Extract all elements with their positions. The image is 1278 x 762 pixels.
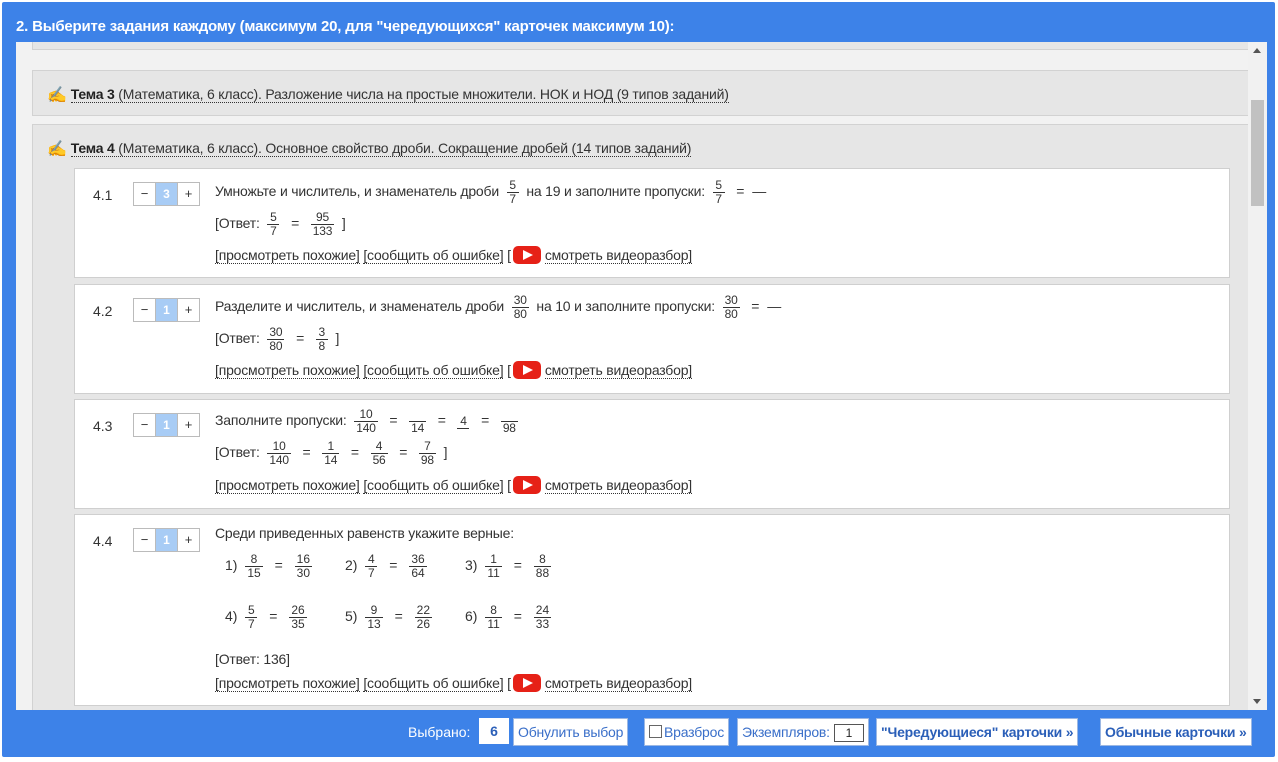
task-card-4-3 <box>74 399 1230 509</box>
question-text: Умножьте и числитель, и знаменатель дроби <box>215 183 499 200</box>
topic-label: Тема 3 <box>70 86 115 102</box>
bracket-open: [ <box>507 477 511 493</box>
equality-item-3: 3) $\frac{1}{11}$ = $\frac{8}{88}$ <box>465 552 550 580</box>
fraction: $\frac{10}{140}$ <box>269 439 289 467</box>
task-answer <box>215 326 339 353</box>
watch-video-link[interactable]: смотреть видеоразбор] <box>544 247 692 263</box>
question-text: Разделите и числитель, и знаменатель дроби <box>215 298 505 315</box>
copies-label: Экземпляров: <box>742 724 830 740</box>
scrollbar-thumb[interactable] <box>1251 100 1264 206</box>
increment-button[interactable]: + <box>184 417 193 432</box>
quantity-value: 3 <box>155 183 178 205</box>
youtube-play-icon[interactable] <box>513 476 541 494</box>
topic-description: (Математика, 6 класс). Разложение числа на простые множители. НОК и НОД (9 типов заданий) <box>118 86 729 102</box>
view-similar-link[interactable]: [просмотреть похожие] <box>215 362 360 378</box>
view-similar-link[interactable]: [просмотреть похожие] <box>215 477 360 493</box>
quantity-stepper <box>133 413 200 437</box>
equals-sign: = <box>350 444 359 461</box>
fraction: $\frac{10}{140}$ <box>356 407 376 435</box>
selected-count: 6 <box>479 718 509 744</box>
question-text-2: на 19 и заполните пропуски: <box>526 183 705 200</box>
topic-box-3[interactable] <box>32 70 1248 116</box>
watch-video-link[interactable]: смотреть видеоразбор] <box>544 675 692 691</box>
youtube-play-icon[interactable] <box>513 674 541 692</box>
watch-video-link[interactable]: смотреть видеоразбор] <box>544 477 692 493</box>
quantity-stepper <box>133 528 200 552</box>
view-similar-link[interactable]: [просмотреть похожие] <box>215 675 360 691</box>
topics-content <box>16 42 1248 710</box>
fraction: $\frac{5}{7}$ <box>507 179 519 206</box>
fraction-blank: 4 <box>457 415 469 429</box>
vertical-scrollbar[interactable] <box>1248 42 1267 710</box>
topic-label: Тема 4 <box>70 140 115 156</box>
task-links <box>215 674 692 692</box>
youtube-play-icon[interactable] <box>513 361 541 379</box>
equality-item-5: 5) $\frac{9}{13}$ = $\frac{22}{26}$ <box>345 603 431 631</box>
reset-selection-button[interactable]: Обнулить выбор <box>513 718 628 746</box>
equals-sign: = <box>481 412 490 429</box>
topic-header-4[interactable] <box>47 139 691 159</box>
quantity-value: 1 <box>155 414 178 436</box>
quantity-stepper <box>133 182 200 206</box>
copies-control <box>737 718 869 746</box>
fraction-blank: 98 <box>501 408 518 435</box>
task-card-4-2 <box>74 284 1230 394</box>
equals-sign: = <box>399 444 408 461</box>
bracket-open: [ <box>507 247 511 263</box>
task-answer <box>215 211 346 238</box>
question-text-2: на 10 и заполните пропуски: <box>536 298 715 315</box>
fraction: $\frac{7}{98}$ <box>420 439 434 467</box>
equality-item-1: 1) $\frac{8}{15}$ = $\frac{16}{30}$ <box>225 552 311 580</box>
equals-sign: = <box>437 412 446 429</box>
task-question <box>215 294 785 321</box>
task-card-4-4 <box>74 514 1230 706</box>
task-answer: [Ответ: 136] <box>215 651 290 667</box>
youtube-play-icon[interactable] <box>513 246 541 264</box>
fraction-blank: 14 <box>409 408 426 435</box>
copies-input[interactable]: 1 <box>834 724 864 742</box>
increment-button[interactable]: + <box>184 186 193 201</box>
equals-sign: = <box>389 412 398 429</box>
answer-label: [Ответ: <box>215 444 260 461</box>
topic-header-3[interactable] <box>47 85 729 105</box>
section-title: 2. Выберите задания каждому (максимум 20, для "чередующихся" карточек максимум 10): <box>16 18 675 35</box>
shuffle-toggle[interactable] <box>644 718 729 746</box>
scroll-down-arrow-icon[interactable] <box>1253 699 1261 704</box>
fraction: $\frac{1}{14}$ <box>324 439 338 467</box>
task-answer <box>215 440 447 467</box>
fraction: $\frac{30}{80}$ <box>724 293 738 321</box>
task-links <box>215 476 692 494</box>
regular-cards-button[interactable]: Обычные карточки » <box>1100 718 1252 746</box>
topic-box-previous <box>32 42 1248 50</box>
watch-video-link[interactable]: смотреть видеоразбор] <box>544 362 692 378</box>
selection-panel <box>2 2 1275 757</box>
decrement-button[interactable]: − <box>140 186 149 201</box>
task-links <box>215 246 692 264</box>
increment-button[interactable]: + <box>184 532 193 547</box>
question-text: Заполните пропуски: <box>215 412 347 429</box>
task-links <box>215 361 692 379</box>
report-error-link[interactable]: [сообщить об ошибке] <box>363 675 504 691</box>
shuffle-checkbox[interactable] <box>649 725 662 738</box>
fraction: $\frac{3}{8}$ <box>316 326 328 353</box>
answer-close: ] <box>443 444 448 461</box>
equality-item-2: 2) $\frac{4}{7}$ = $\frac{36}{64}$ <box>345 552 425 580</box>
fraction: $\frac{30}{80}$ <box>269 325 283 353</box>
task-card-4-1 <box>74 168 1230 278</box>
equals-sign: = <box>291 215 300 232</box>
bracket-open: [ <box>507 362 511 378</box>
fraction: $\frac{30}{80}$ <box>513 293 527 321</box>
equality-item-6: 6) $\frac{8}{11}$ = $\frac{24}{33}$ <box>465 603 550 631</box>
pencil-icon: ✍ <box>47 87 67 104</box>
increment-button[interactable]: + <box>184 302 193 317</box>
blank-dash: — <box>767 298 782 315</box>
task-number: 4.3 <box>93 418 113 434</box>
quantity-value: 1 <box>155 529 178 551</box>
task-question: Среди приведенных равенств укажите верные: <box>215 525 514 541</box>
decrement-button[interactable]: − <box>140 417 149 432</box>
footer-toolbar <box>2 715 1275 751</box>
decrement-button[interactable]: − <box>140 302 149 317</box>
topics-scroll-area <box>16 42 1267 710</box>
task-question <box>215 408 522 435</box>
selected-label: Выбрано: <box>408 724 471 740</box>
equals-sign: = <box>736 183 745 200</box>
answer-close: ] <box>335 330 340 347</box>
scroll-up-arrow-icon[interactable] <box>1253 48 1261 53</box>
task-question <box>215 179 770 206</box>
blank-dash: — <box>752 183 767 200</box>
task-number: 4.2 <box>93 303 113 319</box>
task-number: 4.4 <box>93 533 113 549</box>
answer-label: [Ответ: <box>215 330 260 347</box>
report-error-link[interactable]: [сообщить об ошибке] <box>363 247 504 263</box>
equals-sign: = <box>296 330 305 347</box>
topic-description: (Математика, 6 класс). Основное свойство дроби. Сокращение дробей (14 типов заданий) <box>118 140 692 156</box>
report-error-link[interactable]: [сообщить об ошибке] <box>363 362 504 378</box>
fraction: $\frac{5}{7}$ <box>267 211 279 238</box>
equals-sign: = <box>302 444 311 461</box>
report-error-link[interactable]: [сообщить об ошибке] <box>363 477 504 493</box>
equality-item-4: 4) $\frac{5}{7}$ = $\frac{26}{35}$ <box>225 603 305 631</box>
shuffle-label: Вразброс <box>664 724 725 740</box>
task-number: 4.1 <box>93 187 113 203</box>
decrement-button[interactable]: − <box>140 532 149 547</box>
answer-label: [Ответ: <box>215 215 260 232</box>
bracket-open: [ <box>507 675 511 691</box>
alternating-cards-button[interactable]: "Чередующиеся" карточки » <box>876 718 1078 746</box>
quantity-value: 1 <box>155 299 178 321</box>
fraction: $\frac{5}{7}$ <box>713 179 725 206</box>
fraction: $\frac{4}{56}$ <box>372 439 386 467</box>
fraction: $\frac{95}{133}$ <box>312 210 333 238</box>
answer-close: ] <box>341 215 346 232</box>
equals-sign: = <box>751 298 760 315</box>
pencil-icon: ✍ <box>47 141 67 158</box>
view-similar-link[interactable]: [просмотреть похожие] <box>215 247 360 263</box>
quantity-stepper <box>133 298 200 322</box>
